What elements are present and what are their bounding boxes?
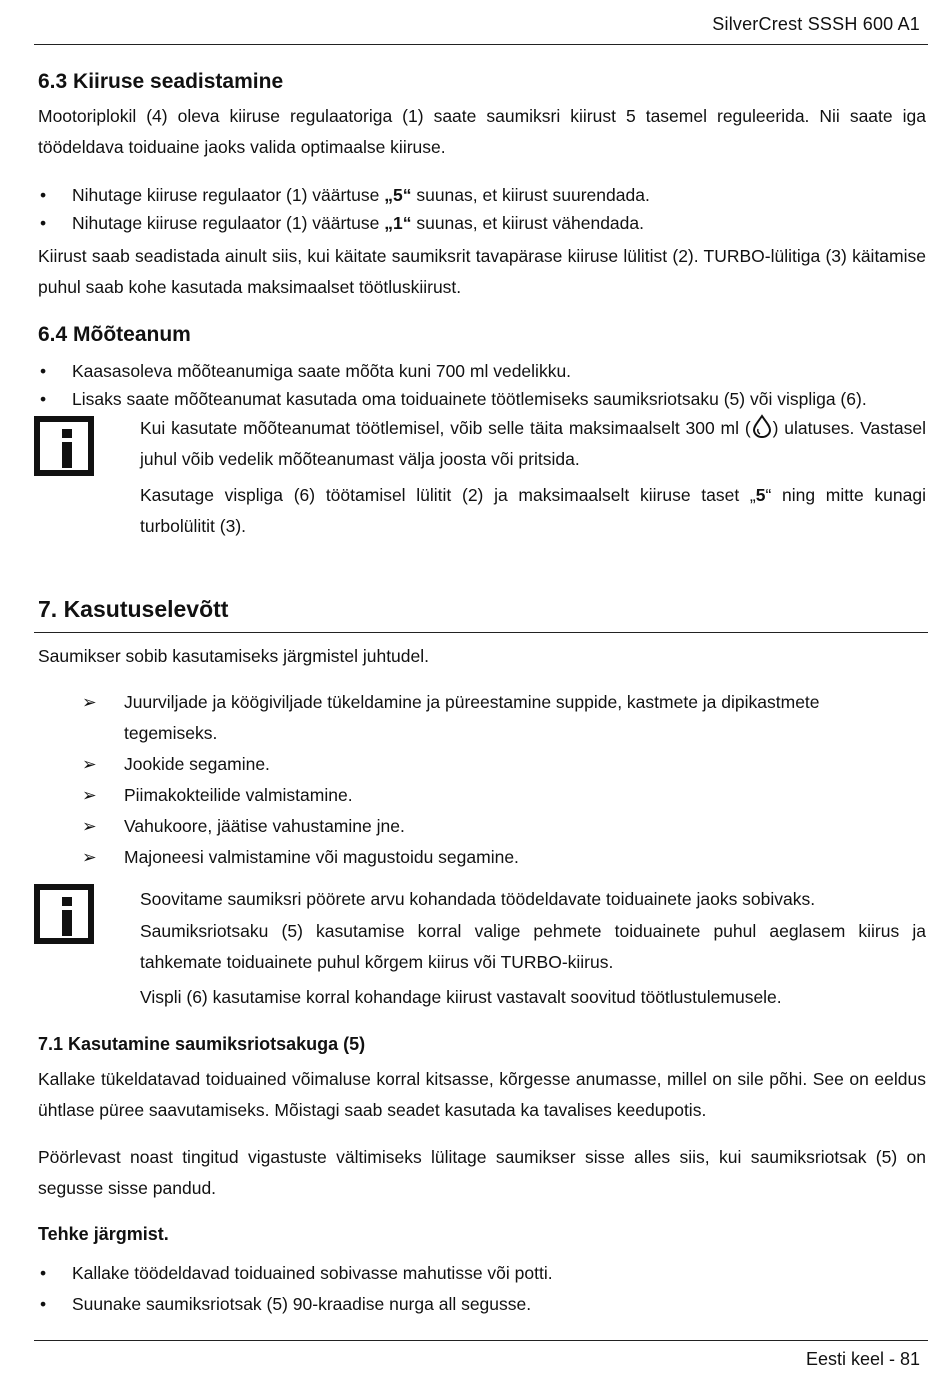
info-note-blender-speed: Saumiksriotsaku (5) kasutamise korral valige pehmete toiduainete puhul aeglasem kiirus ja tahkemate toiduainete puhul kõrgem kiirus või TURBO-kiirus. xyxy=(140,921,926,972)
speed-bullet-list xyxy=(38,181,926,237)
info-note-rpm: Soovitame saumiksri pöörete arvu kohandada töödeldavate toiduainete jaoks sobivaks. xyxy=(140,889,816,909)
running-header: SilverCrest SSSH 600 A1 xyxy=(712,14,920,34)
info-note-whisk-adjust: Vispli (6) kasutamise korral kohandage kiirust vastavalt soovitud töötlustulemusele. xyxy=(140,987,782,1007)
info-note-fill-level: Kui kasutate mõõteanumat töötlemisel, võib selle täita maksimaalselt 300 ml ( ) ulatuses. Vastasel juhul võib vedelik mõõteanumast välja joosta või pritsida. xyxy=(140,413,926,475)
section-7-1-heading: 7.1 Kasutamine saumiksriotsakuga (5) xyxy=(38,1034,366,1054)
section-6-3-outro: Kiirust saab seadistada ainult siis, kui käitate saumiksrit tavapärase kiiruse lülitist (2). TURBO-lülitiga (3) käitamise puhul saab kohe kasutada maksimaalset töötluskiirust. xyxy=(38,246,926,297)
measuring-cup-bullet-list xyxy=(38,357,926,413)
list-item: • Lisaks saate mõõteanumat kasutada oma toiduainete töötlemiseks saumiksriotsaku (5) või vispliga (6). xyxy=(40,389,867,409)
section-6-3-heading: 6.3 Kiiruse seadistamine xyxy=(38,70,284,93)
list-item: • Nihutage kiiruse regulaator (1) väärtuse „1“ suunas, et kiirust vähendada. xyxy=(40,213,644,233)
list-item: ➢ Vahukoore, jäätise vahustamine jne. xyxy=(82,816,405,836)
list-item: ➢ Piimakokteilide valmistamine. xyxy=(82,785,353,805)
section-7-1-paragraph-1: Kallake tükeldatavad toiduained võimaluse korral kitsasse, kõrgesse anumasse, millel on sile põhi. See on eeldus ühtlase püree saavutamiseks. Mõistagi saab seadet kasutada ka tavalises keedupotis. xyxy=(38,1069,926,1120)
list-item: • Kallake töödeldavad toiduained sobivasse mahutisse või potti. xyxy=(40,1263,553,1283)
info-note-whisk-speed: Kasutage vispliga (6) töötamisel lülitit (2) ja maksimaalselt kiiruse taset „5“ ning mitte kunagi turbolülitit (3). xyxy=(140,485,926,536)
footer-rule xyxy=(34,1340,928,1341)
list-item: • Kaasasoleva mõõteanumiga saate mõõta kuni 700 ml vedelikku. xyxy=(40,361,572,381)
list-item: • Nihutage kiiruse regulaator (1) väärtuse „5“ suunas, et kiirust suurendada. xyxy=(40,185,650,205)
info-icon xyxy=(34,416,94,476)
steps-bullet-list xyxy=(38,1258,926,1320)
list-item: ➢ Juurviljade ja köögiviljade tükeldamine ja püreestamine suppide, kastmete ja dipikastmete tegemiseks. xyxy=(82,692,820,743)
steps-title: Tehke järgmist. xyxy=(38,1224,169,1244)
section-7-heading: 7. Kasutuselevõtt xyxy=(38,596,229,622)
info-icon xyxy=(34,884,94,944)
header-rule xyxy=(34,44,928,45)
drop-icon xyxy=(751,414,773,438)
usage-arrow-list xyxy=(82,687,882,873)
list-item: • Suunake saumiksriotsak (5) 90-kraadise nurga all segusse. xyxy=(40,1294,532,1314)
section-7-rule xyxy=(34,632,928,633)
section-6-4-heading: 6.4 Mõõteanum xyxy=(38,323,191,346)
section-7-intro: Saumikser sobib kasutamiseks järgmistel juhtudel. xyxy=(38,646,429,666)
page-number: Eesti keel - 81 xyxy=(805,1349,920,1369)
section-6-3-intro: Mootoriplokil (4) oleva kiiruse regulaatoriga (1) saate saumiksri kiirust 5 tasemel reguleerida. Nii saate iga töödeldava toiduaine jaoks valida optimaalse kiiruse. xyxy=(38,106,926,157)
list-item: ➢ Jookide segamine. xyxy=(82,754,270,774)
list-item: ➢ Majoneesi valmistamine või magustoidu segamine. xyxy=(82,847,519,867)
section-7-1-paragraph-2: Pöörlevast noast tingitud vigastuste vältimiseks lülitage saumikser sisse alles siis, kui saumiksriotsak (5) on segusse sisse pandud. xyxy=(38,1147,926,1198)
